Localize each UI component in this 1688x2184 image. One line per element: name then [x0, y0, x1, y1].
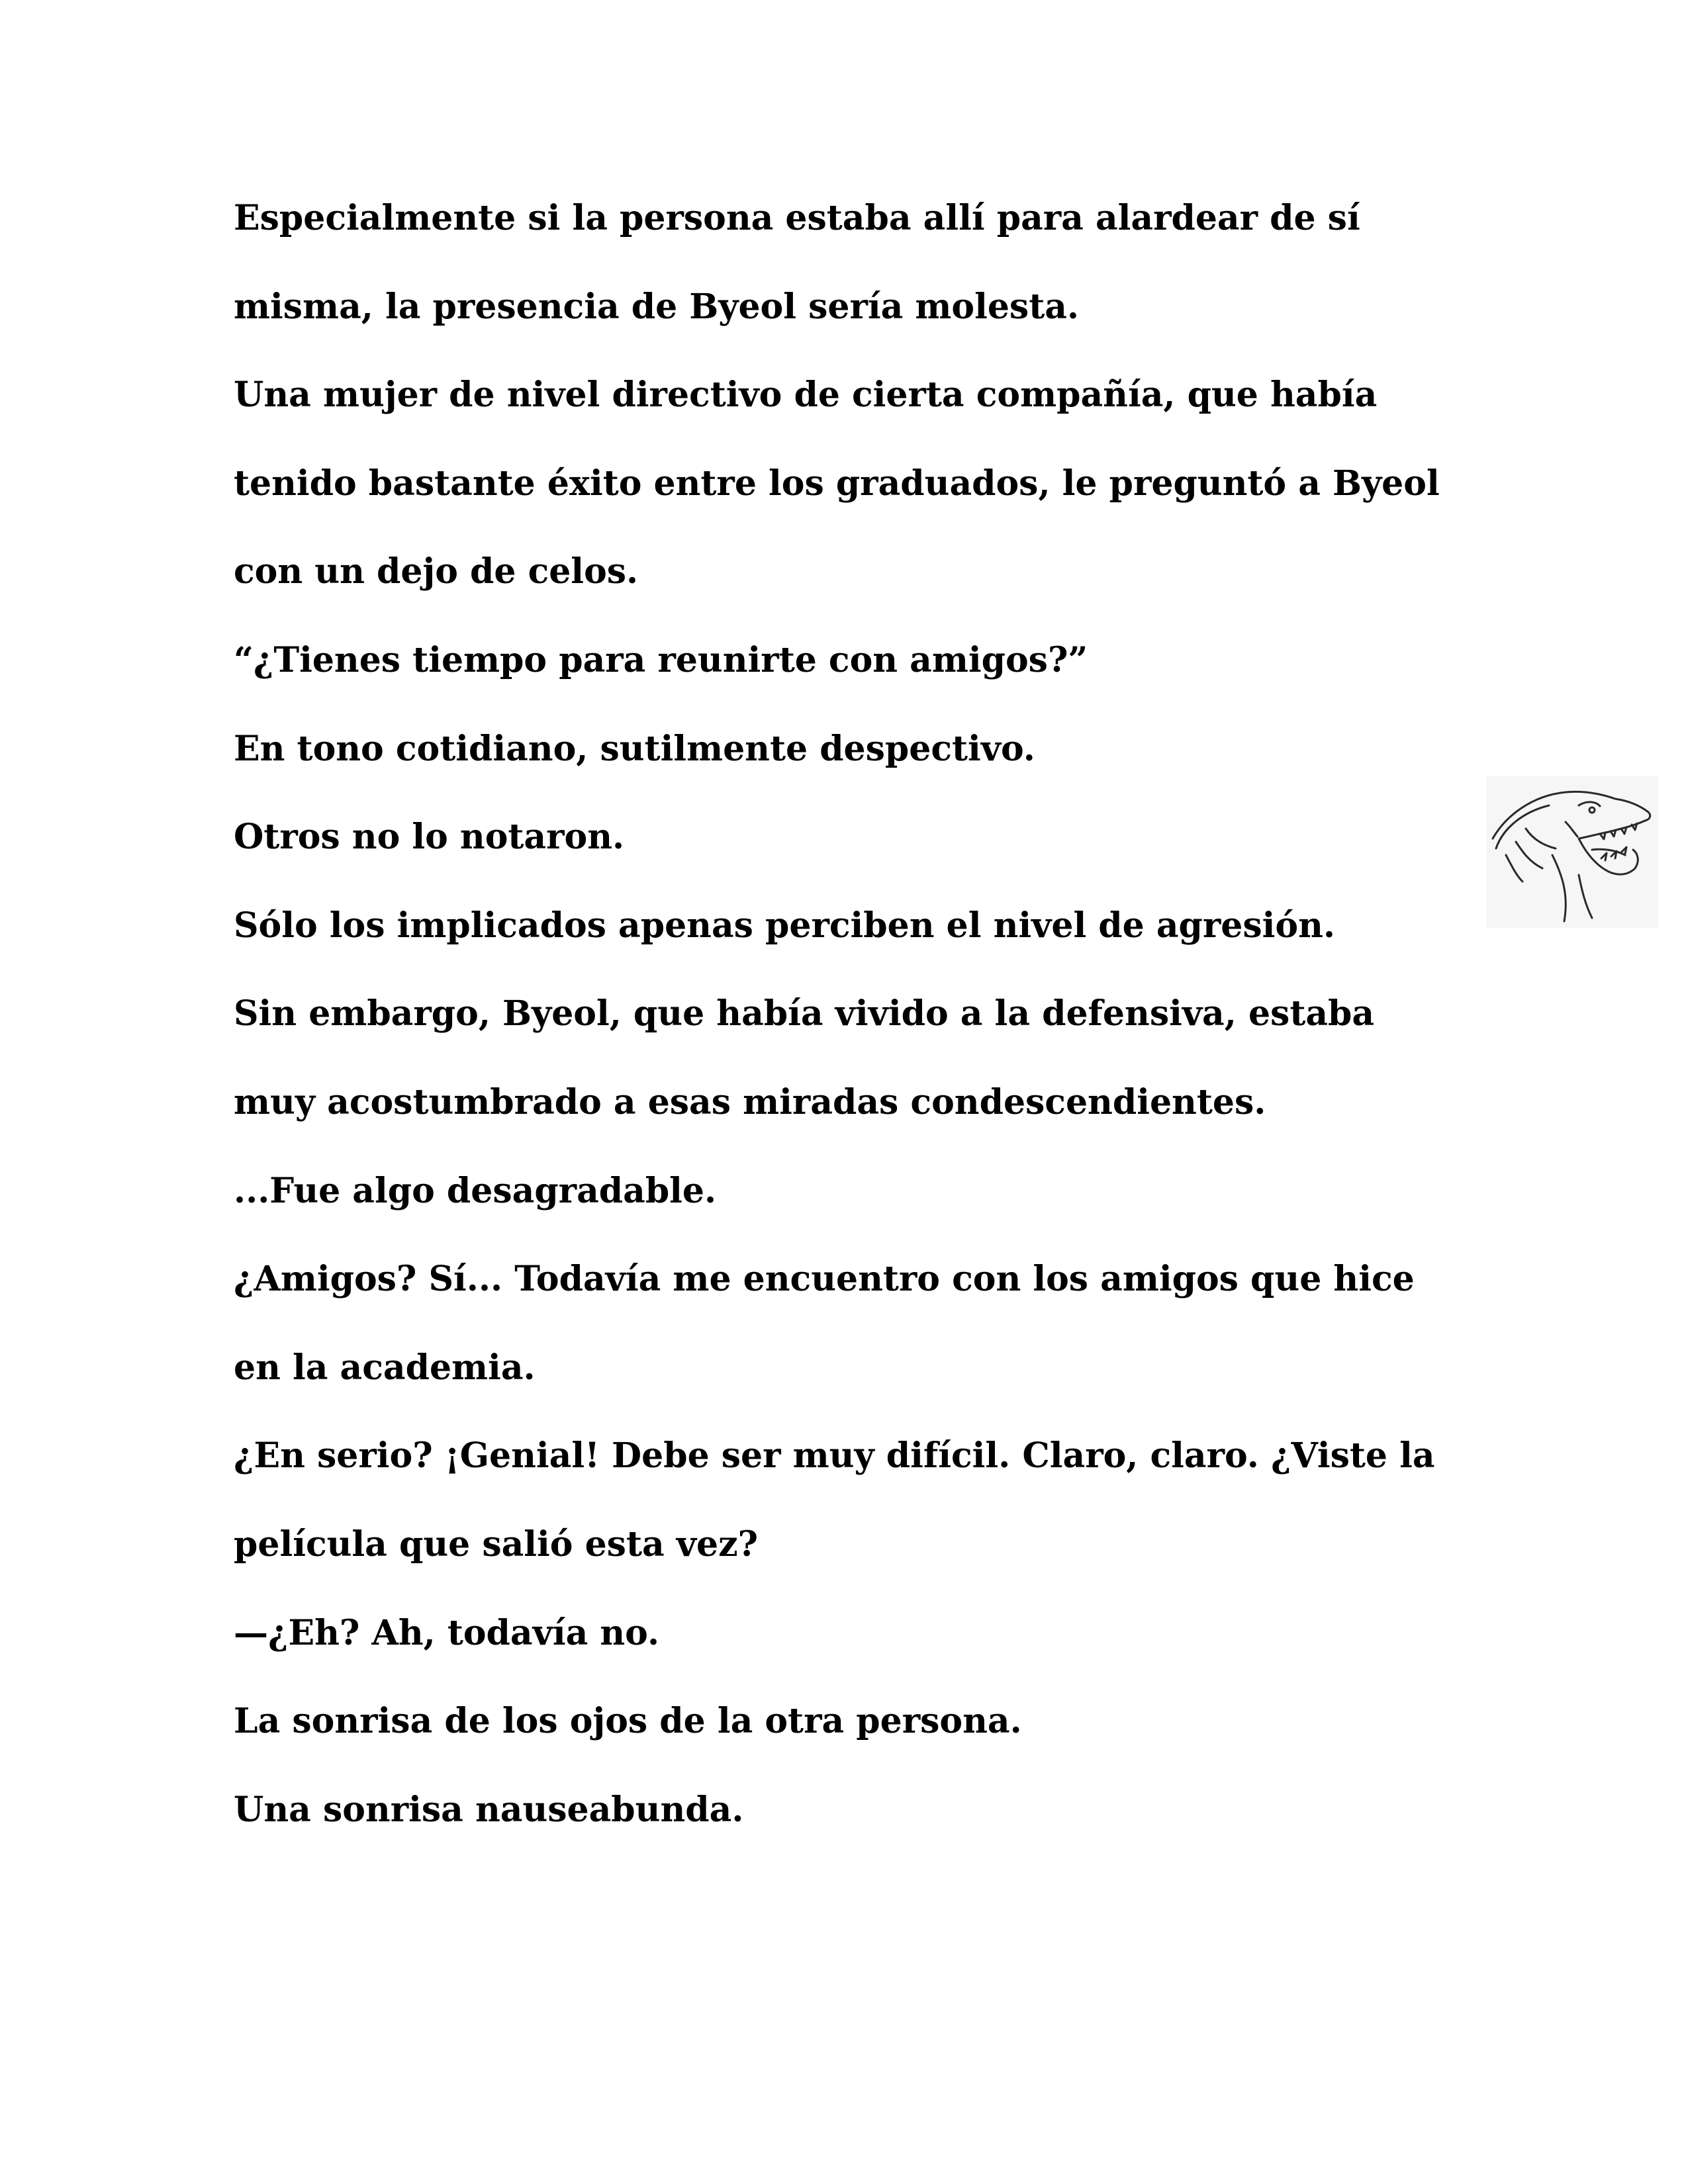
text-line: con un dejo de celos.	[234, 551, 639, 592]
text-line: Una mujer de nivel directivo de cierta compañía, que había	[234, 375, 1378, 416]
text-line: Una sonrisa nauseabunda.	[234, 1789, 744, 1830]
text-line: ¿En serio? ¡Genial! Debe ser muy difícil. Claro, claro. ¿Viste la	[234, 1435, 1435, 1477]
text-line: ¿Amigos? Sí... Todavía me encuentro con los amigos que hice	[234, 1259, 1415, 1300]
text-line: Otros no lo notaron.	[234, 817, 625, 858]
text-line: Especialmente si la persona estaba allí para alardear de sí	[234, 198, 1360, 238]
text-line: En tono cotidiano, sutilmente despectivo.	[234, 728, 1035, 769]
body-text	[234, 195, 1491, 1875]
dinosaur-head-icon	[1486, 776, 1658, 928]
text-line: ...Fue algo desagradable.	[234, 1170, 717, 1211]
text-line: “¿Tienes tiempo para reunirte con amigos?”	[234, 639, 1088, 680]
text-line: misma, la presencia de Byeol sería molesta.	[234, 286, 1080, 327]
text-line: —¿Eh? Ah, todavía no.	[234, 1612, 660, 1653]
text-line: tenido bastante éxito entre los graduados, le preguntó a Byeol	[234, 463, 1440, 504]
text-line: Sólo los implicados apenas perciben el nivel de agresión.	[234, 905, 1335, 946]
text-line: La sonrisa de los ojos de la otra persona.	[234, 1701, 1022, 1742]
text-line: en la academia.	[234, 1347, 536, 1388]
text-line: película que salió esta vez?	[234, 1524, 759, 1565]
text-line: muy acostumbrado a esas miradas condescendientes.	[234, 1081, 1266, 1122]
text-line: Sin embargo, Byeol, que había vivido a la defensiva, estaba	[234, 993, 1375, 1034]
